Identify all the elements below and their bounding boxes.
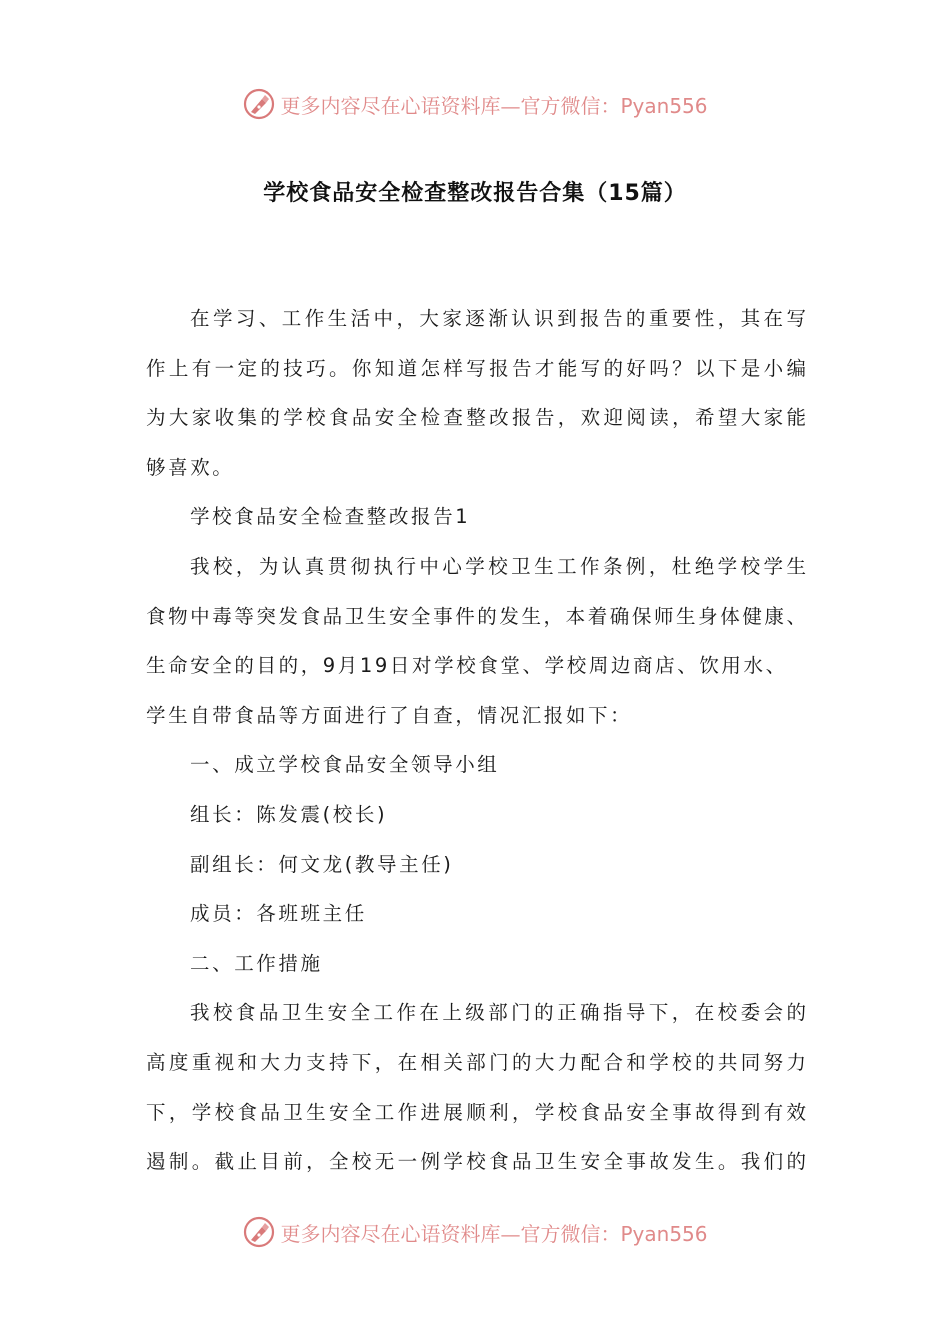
paragraph-line: 食物中毒等突发食品卫生安全事件的发生，本着确保师生身体健康、 (146, 604, 806, 628)
section-heading: 学校食品安全检查整改报告1 (190, 505, 471, 529)
document-body (146, 294, 806, 1187)
paragraph-line: 作上有一定的技巧。你知道怎样写报告才能写的好吗？以下是小编 (146, 356, 806, 380)
section-heading: 二、工作措施 (190, 951, 323, 975)
paragraph-line: 组长：陈发震(校长) (190, 802, 388, 826)
paragraph-line: 学生自带食品等方面进行了自查，情况汇报如下： (146, 703, 633, 727)
pen-nib-logo-icon (242, 87, 276, 121)
paragraph-line: 副组长：何文龙(教导主任) (190, 852, 454, 876)
paragraph-line: 成员：各班班主任 (190, 902, 367, 926)
paragraph-line: 我校食品卫生安全工作在上级部门的正确指导下，在校委会的 (190, 1001, 806, 1025)
paragraph-line: 生命安全的目的，9月19日对学校食堂、学校周边商店、饮用水、 (146, 654, 788, 678)
paragraph-line: 下，学校食品卫生安全工作进展顺利，学校食品安全事故得到有效 (146, 1100, 806, 1124)
footer-wechat-id: Pyan556 (620, 1221, 708, 1246)
header-wechat-id: Pyan556 (620, 93, 708, 118)
paragraph-line: 高度重视和大力支持下，在相关部门的大力配合和学校的共同努力 (146, 1050, 806, 1074)
footer-watermark-label: 更多内容尽在心语资料库—官方微信： (280, 1221, 621, 1246)
document-title: 学校食品安全检查整改报告合集（15篇） (263, 181, 687, 206)
pen-nib-logo-icon (242, 1215, 276, 1249)
section-heading: 一、成立学校食品安全领导小组 (190, 753, 500, 777)
paragraph-line: 在学习、工作生活中，大家逐渐认识到报告的重要性，其在写 (190, 307, 806, 330)
paragraph-line: 遏制。截止目前，全校无一例学校食品卫生安全事故发生。我们的 (146, 1150, 806, 1174)
paragraph-line: 为大家收集的学校食品安全检查整改报告，欢迎阅读，希望大家能 (146, 406, 806, 430)
paragraph-line: 够喜欢。 (146, 455, 235, 479)
header-watermark (0, 84, 950, 124)
footer-watermark-group (242, 1215, 707, 1249)
paragraph-line: 我校，为认真贯彻执行中心学校卫生工作条例，杜绝学校学生 (190, 554, 806, 578)
header-watermark-label: 更多内容尽在心语资料库—官方微信： (280, 93, 621, 118)
footer-watermark (0, 1212, 950, 1252)
header-watermark-group (242, 87, 707, 121)
header-watermark-text (280, 90, 707, 119)
footer-watermark-text (280, 1218, 707, 1247)
